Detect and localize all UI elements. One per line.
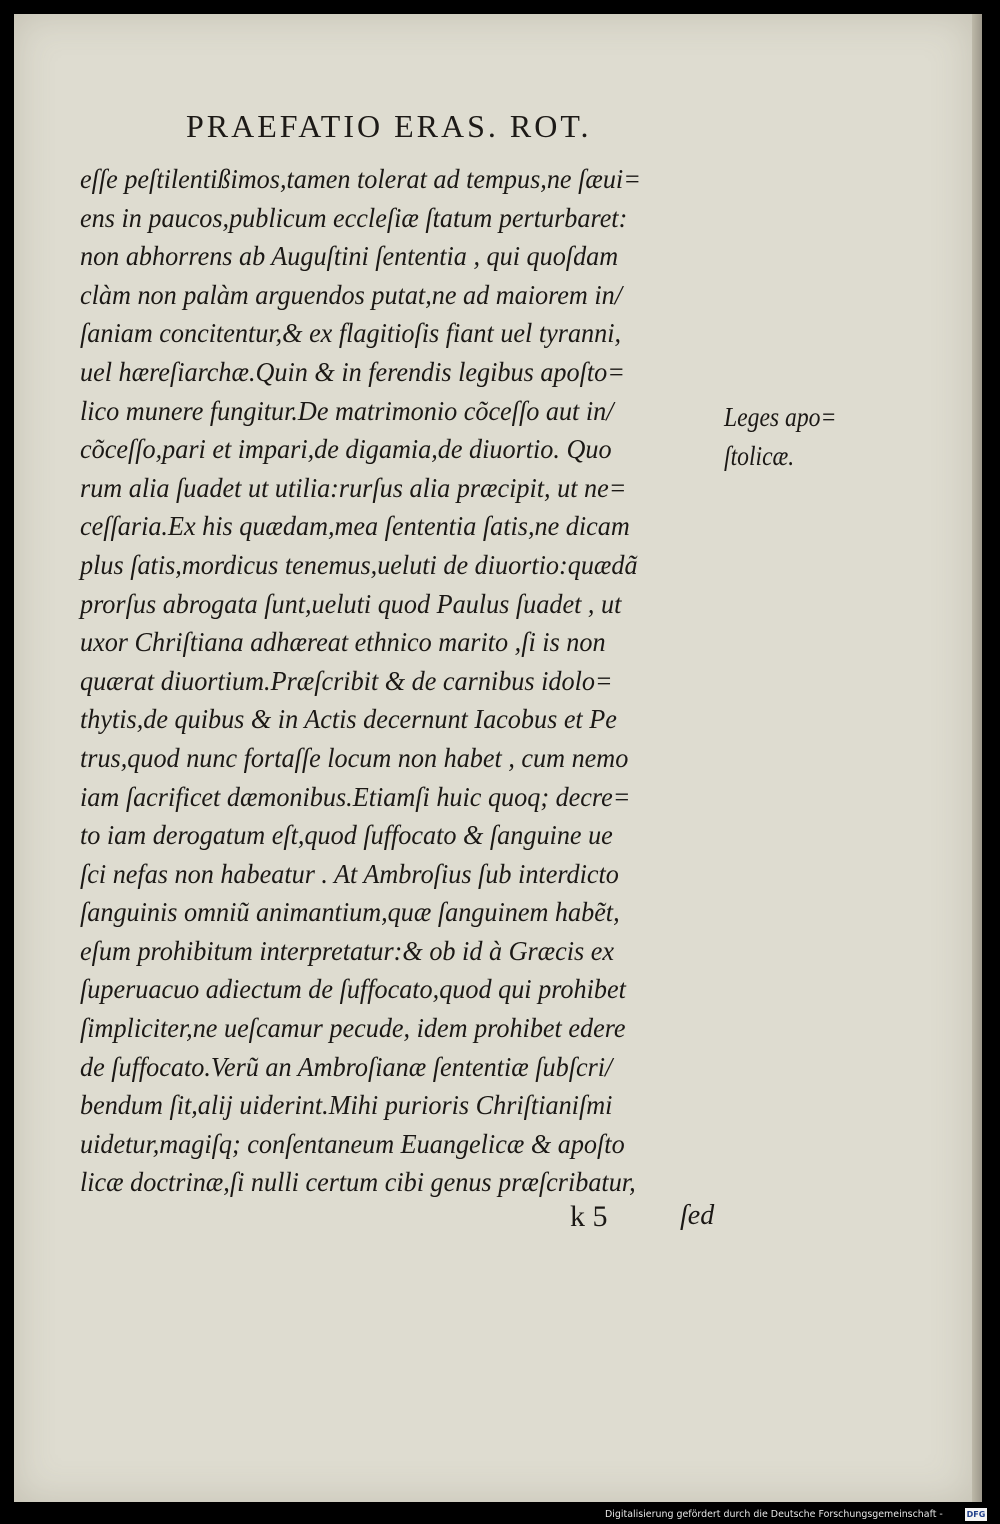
text-line: bendum ſit,alij uiderint.Mihi purioris Chriſtianiſmi xyxy=(80,1090,613,1121)
text-line: plus ſatis,mordicus tenemus,ueluti de diuortio:quædã xyxy=(80,549,638,580)
text-line: uidetur,magiſq; conſentaneum Euangelicæ & apoſto xyxy=(80,1128,625,1159)
text-line: trus,quod nunc fortaſſe locum non habet , cum nemo xyxy=(80,742,629,773)
text-line: ſanguinis omniũ animantium,quæ ſanguinem habẽt, xyxy=(80,897,620,928)
text-line: non abhorrens ab Auguſtini ſententia , qui quoſdam xyxy=(80,241,619,272)
text-line: clàm non palàm arguendos putat,ne ad maiorem in/ xyxy=(80,279,623,310)
text-line: ſimpliciter,ne ueſcamur pecude, idem prohibet edere xyxy=(80,1013,626,1044)
catchword: ſed xyxy=(680,1200,715,1231)
text-line: uxor Chriſtiana adhæreat ethnico marito ,ſi is non xyxy=(80,627,606,658)
text-line: ſuperuacuo adiectum de ſuffocato,quod qui prohibet xyxy=(80,974,626,1005)
text-line: ens in paucos,publicum eccleſiæ ſtatum perturbaret: xyxy=(80,202,628,233)
text-line: eſum prohibitum interpretatur:& ob id à Græcis ex xyxy=(80,935,615,966)
text-line: lico munere fungitur.De matrimonio cõceſſo aut in/ xyxy=(80,395,614,426)
text-line: rum alia ſuadet ut utilia:rurſus alia præcipit, ut ne= xyxy=(80,472,627,503)
marginal-note xyxy=(724,398,884,475)
text-line: ſci nefas non habeatur . At Ambroſius ſub interdicto xyxy=(80,858,619,889)
text-line: to iam derogatum eſt,quod ſuffocato & ſanguine ue xyxy=(80,820,613,851)
text-line: cõceſſo,pari et impari,de digamia,de diuortio. Quo xyxy=(80,434,612,465)
page-edge xyxy=(972,14,982,1502)
marginal-note-line: Leges apo= xyxy=(724,402,837,432)
text-line: quærat diuortium.Præſcribit & de carnibus idolo= xyxy=(80,665,613,696)
digitization-credit: Digitalisierung gefördert durch die Deutsche Forschungsgemeinschaft - xyxy=(605,1509,943,1520)
text-line: ſaniam concitentur,& ex flagitioſis fiant uel tyranni, xyxy=(80,318,622,349)
running-title: PRAEFATIO ERAS. ROT. xyxy=(186,108,592,144)
marginal-note-line: ſtolicæ. xyxy=(724,440,795,471)
text-line: iam ſacrificet dæmonibus.Etiamſi huic quoq; decre= xyxy=(80,781,631,812)
text-line: thytis,de quibus & in Actis decernunt Iacobus et Pe xyxy=(80,704,617,735)
text-line: uel hæreſiarchæ.Quin & in ferendis legibus apoſto= xyxy=(80,356,625,387)
signature-mark: k 5 xyxy=(570,1200,608,1233)
dfg-logo: DFG xyxy=(966,1510,986,1519)
text-line: licæ doctrinæ,ſi nulli certum cibi genus præſcribatur, xyxy=(80,1167,636,1198)
text-line: de ſuffocato.Verũ an Ambroſianæ ſententiæ ſubſcri/ xyxy=(80,1051,613,1082)
main-text xyxy=(80,160,740,1202)
text-line: ceſſaria.Ex his quædam,mea ſententia ſatis,ne dicam xyxy=(80,511,630,542)
text-line: eſſe peſtilentißimos,tamen tolerat ad tempus,ne ſæui= xyxy=(80,164,641,194)
text-line: prorſus abrogata ſunt,ueluti quod Paulus ſuadet , ut xyxy=(80,588,622,619)
